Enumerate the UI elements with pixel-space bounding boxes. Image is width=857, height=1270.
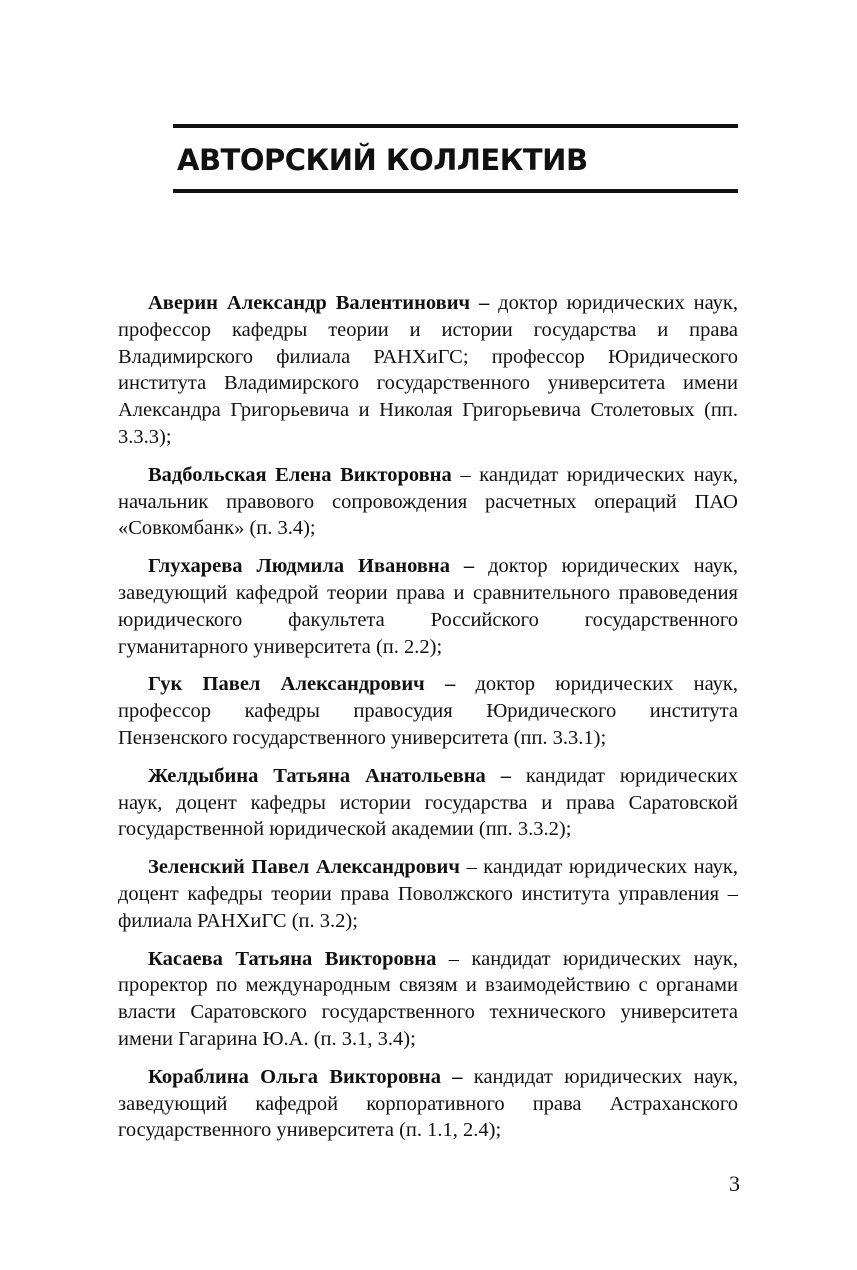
- author-name: Кораблина Ольга Викторовна –: [148, 1065, 463, 1088]
- author-description: доктор юридических наук, профессор кафедры правосудия Юридического института Пензенского государственного университета (пп. 3.3.1);: [118, 673, 739, 749]
- heading-rule-bottom: [173, 189, 738, 193]
- author-entry: [118, 462, 738, 542]
- author-description: – кандидат юридических наук, проректор по международным связям и взаимодействию с органами власти Саратовского государственного технического университета имени Гагарина Ю.А. (п. 3.1, 3.4);: [118, 947, 738, 1050]
- author-entry: [118, 290, 738, 451]
- author-entry: [118, 763, 738, 843]
- author-name: Глухарева Людмила Ивановна –: [148, 555, 475, 578]
- author-name: Гук Павел Александрович –: [148, 673, 456, 696]
- author-description: кандидат юридических наук, доцент кафедры истории государства и права Саратовской государственной юридической академии (пп. 3.3.2);: [118, 764, 738, 841]
- author-description: – кандидат юридических наук, доцент кафедры теории права Поволжского института управления – филиала РАНХиГС (п. 3.2);: [118, 856, 738, 932]
- author-entry: [118, 854, 738, 934]
- author-name: Желдыбина Татьяна Анатольевна –: [148, 764, 511, 787]
- author-name: Вадбольская Елена Викторовна: [148, 463, 452, 486]
- author-entry: [118, 1064, 738, 1144]
- author-description: доктор юридических наук, профессор кафедры теории и истории государства и права Владимирского филиала РАНХиГС; профессор Юридического института Владимирского государственного университета имени Александра Григорьевича и Николая Григорьевича Столетовых (пп. 3.3.3);: [118, 292, 738, 448]
- author-entry: [118, 946, 738, 1053]
- page-title: АВТОРСКИЙ КОЛЛЕКТИВ: [177, 143, 588, 177]
- author-name: Касаева Татьяна Викторовна: [148, 947, 437, 970]
- author-description: – кандидат юридических наук, начальник правового сопровождения расчетных операций ПАО «Совкомбанк» (п. 3.4);: [118, 463, 738, 540]
- author-name: Аверин Александр Валентинович –: [148, 292, 490, 314]
- author-name: Зеленский Павел Александрович: [148, 856, 460, 879]
- author-description: кандидат юридических наук, заведующий кафедрой корпоративного права Астраханского государственного университета (п. 1.1, 2.4);: [118, 1065, 738, 1142]
- heading-rule-top: [173, 124, 738, 128]
- author-description: доктор юридических наук, заведующий кафедрой теории права и сравнительного правоведения юридического факультета Российского государственного гуманитарного университета (п. 2.2);: [118, 555, 738, 658]
- author-list: [118, 290, 738, 1155]
- author-entry: [118, 553, 738, 660]
- page-number: 3: [729, 1171, 740, 1196]
- author-entry: [118, 671, 738, 751]
